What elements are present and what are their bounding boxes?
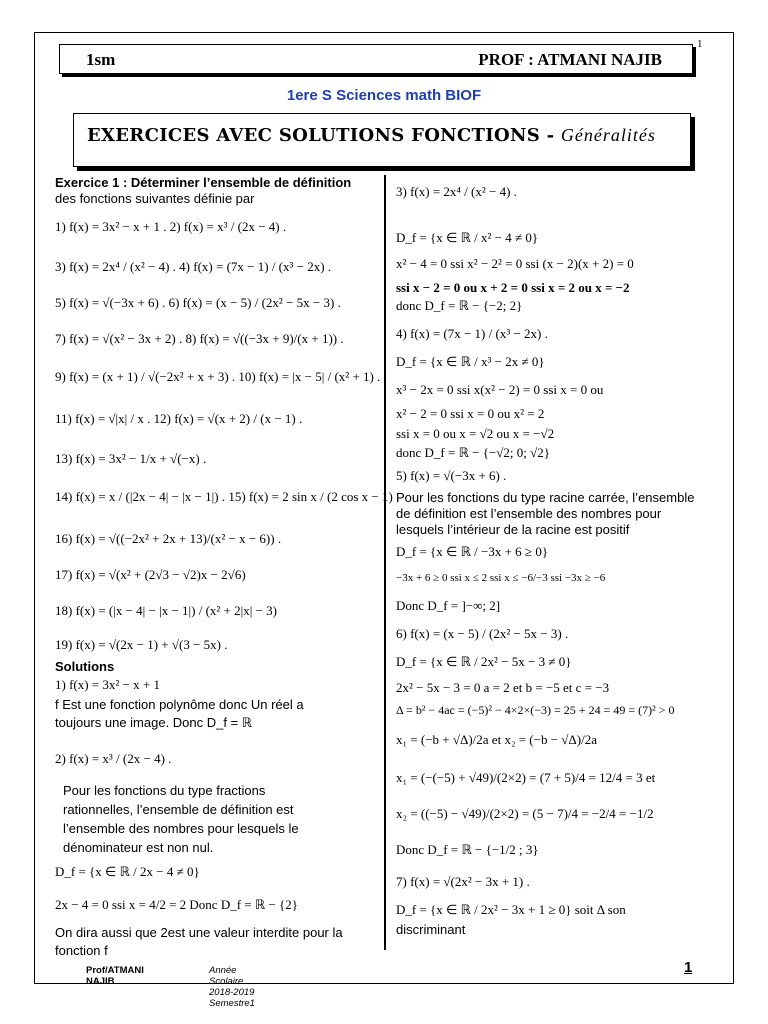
left-line: dénominateur est non nul. (63, 840, 214, 855)
title-box (73, 113, 691, 167)
right-line: x² − 4 = 0 ssi x² − 2² = 0 ssi (x − 2)(x + 2) = 0 (396, 256, 634, 271)
page-number-top: 1 (697, 38, 703, 50)
right-line: Pour les fonctions du type racine carrée, l’ensemble (396, 490, 695, 505)
right-line: D_f = {x ∈ ℝ / x² − 4 ≠ 0} (396, 230, 539, 245)
right-line: x³ − 2x = 0 ssi x(x² − 2) = 0 ssi x = 0 ou (396, 382, 604, 397)
footer-author: Prof/ATMANI NAJIB (86, 965, 144, 987)
left-line: 1) f(x) = 3x² − x + 1 (55, 677, 160, 692)
right-line: 4) f(x) = (7x − 1) / (x³ − 2x) . (396, 326, 548, 341)
left-line: 19) f(x) = √(2x − 1) + √(3 − 5x) . (55, 637, 228, 652)
right-line: x₂ = ((−5) − √49)/(2×2) = (5 − 7)/4 = −2/4 = −1/2 (396, 806, 654, 821)
right-line: x₁ = (−(−5) + √49)/(2×2) = (7 + 5)/4 = 12/4 = 3 et (396, 770, 656, 785)
left-line: 3) f(x) = 2x⁴ / (x² − 4) . 4) f(x) = (7x − 1) / (x³ − 2x) . (55, 259, 332, 274)
right-line: D_f = {x ∈ ℝ / x³ − 2x ≠ 0} (396, 354, 545, 369)
right-line: Δ = b² − 4ac = (−5)² − 4×2×(−3) = 25 + 24 = 49 = (7)² > 0 (396, 703, 675, 717)
column-divider (384, 175, 386, 950)
left-line: 16) f(x) = √((−2x² + 2x + 13)/(x² − x − 6)) . (55, 531, 282, 546)
left-line: fonction f (55, 943, 108, 958)
right-line: lesquels l’intérieur de la racine est positif (396, 522, 630, 537)
right-line: 5) f(x) = √(−3x + 6) . (396, 468, 507, 483)
left-line: 9) f(x) = (x + 1) / √(−2x² + x + 3) . 10) f(x) = |x − 5| / (x² + 1) . (55, 369, 381, 384)
left-line: toujours une image. Donc D_f = ℝ (55, 715, 253, 730)
right-line: 2x² − 5x − 3 = 0 a = 2 et b = −5 et c = −3 (396, 680, 610, 695)
left-line: rationnelles, l’ensemble de définition est (63, 802, 294, 817)
left-line: 2) f(x) = x³ / (2x − 4) . (55, 751, 172, 766)
right-line: donc D_f = ℝ − {−√2; 0; √2} (396, 445, 551, 460)
left-line: Exercice 1 : Déterminer l’ensemble de définition (55, 175, 352, 190)
right-line: 6) f(x) = (x − 5) / (2x² − 5x − 3) . (396, 626, 569, 641)
right-line: D_f = {x ∈ ℝ / 2x² − 3x + 1 ≥ 0} soit Δ son (396, 902, 626, 917)
footer-year: Année Scolaire 2018-2019 Semestre1 (209, 965, 255, 1009)
right-line: Donc D_f = ℝ − {−1/2 ; 3} (396, 842, 539, 857)
right-line: donc D_f = ℝ − {−2; 2} (396, 298, 523, 313)
right-line: 7) f(x) = √(2x² − 3x + 1) . (396, 874, 530, 889)
right-line: Donc D_f = ]−∞; 2] (396, 598, 501, 613)
left-line: 1) f(x) = 3x² − x + 1 . 2) f(x) = x³ / (2x − 4) . (55, 219, 287, 234)
document-title (87, 125, 656, 146)
right-line: D_f = {x ∈ ℝ / −3x + 6 ≥ 0} (396, 544, 549, 559)
teacher-name: PROF : ATMANI NAJIB (478, 50, 662, 69)
right-line: x₁ = (−b + √Δ)/2a et x₂ = (−b − √Δ)/2a (396, 732, 598, 747)
class-level: 1sm (86, 50, 116, 69)
left-line: 2x − 4 = 0 ssi x = 4/2 = 2 Donc D_f = ℝ − {2} (55, 897, 298, 912)
right-line: discriminant (396, 922, 466, 937)
solutions-heading: Solutions (55, 659, 115, 674)
subtitle: 1ere S Sciences math BIOF (286, 87, 482, 104)
footer-page-number: 1 (684, 959, 693, 976)
right-line: de définition est l’ensemble des nombres pour (396, 506, 662, 521)
left-line: 17) f(x) = √(x² + (2√3 − √2)x − 2√6) (55, 567, 246, 582)
right-line: D_f = {x ∈ ℝ / 2x² − 5x − 3 ≠ 0} (396, 654, 572, 669)
left-line: 7) f(x) = √(x² − 3x + 2) . 8) f(x) = √((−3x + 9)/(x + 1)) . (55, 331, 344, 346)
left-line: des fonctions suivantes définie par (55, 191, 255, 206)
right-line: ssi x = 0 ou x = √2 ou x = −√2 (396, 426, 555, 441)
left-line: 14) f(x) = x / (|2x − 4| − |x − 1|) . 15) f(x) = 2 sin x / (2 cos x − 1) . (55, 489, 400, 504)
left-line: 18) f(x) = (|x − 4| − |x − 1|) / (x² + 2|x| − 3) (55, 603, 277, 618)
left-line: f Est une fonction polynôme donc Un réel a (55, 697, 304, 712)
left-line: Pour les fonctions du type fractions (63, 783, 266, 798)
right-line: x² − 2 = 0 ssi x = 0 ou x² = 2 (396, 406, 545, 421)
title-sub: Généralités (560, 125, 656, 145)
left-line: 5) f(x) = √(−3x + 6) . 6) f(x) = (x − 5) / (2x² − 5x − 3) . (55, 295, 341, 310)
left-line: 11) f(x) = √|x| / x . 12) f(x) = √(x + 2) / (x − 1) . (55, 411, 303, 426)
right-line: 3) f(x) = 2x⁴ / (x² − 4) . (396, 184, 517, 199)
left-line: On dira aussi que 2est une valeur interdite pour la (55, 925, 343, 940)
right-line: ssi x − 2 = 0 ou x + 2 = 0 ssi x = 2 ou x = −2 (396, 280, 630, 295)
title-main: EXERCICES AVEC SOLUTIONS FONCTIONS - (87, 125, 561, 146)
left-line: 13) f(x) = 3x² − 1/x + √(−x) . (55, 451, 207, 466)
right-line: −3x + 6 ≥ 0 ssi x ≤ 2 ssi x ≤ −6/−3 ssi −3x ≥ −6 (396, 572, 606, 584)
left-line: l’ensemble des nombres pour lesquels le (63, 821, 299, 836)
left-line: D_f = {x ∈ ℝ / 2x − 4 ≠ 0} (55, 864, 200, 879)
header-box (59, 44, 693, 74)
